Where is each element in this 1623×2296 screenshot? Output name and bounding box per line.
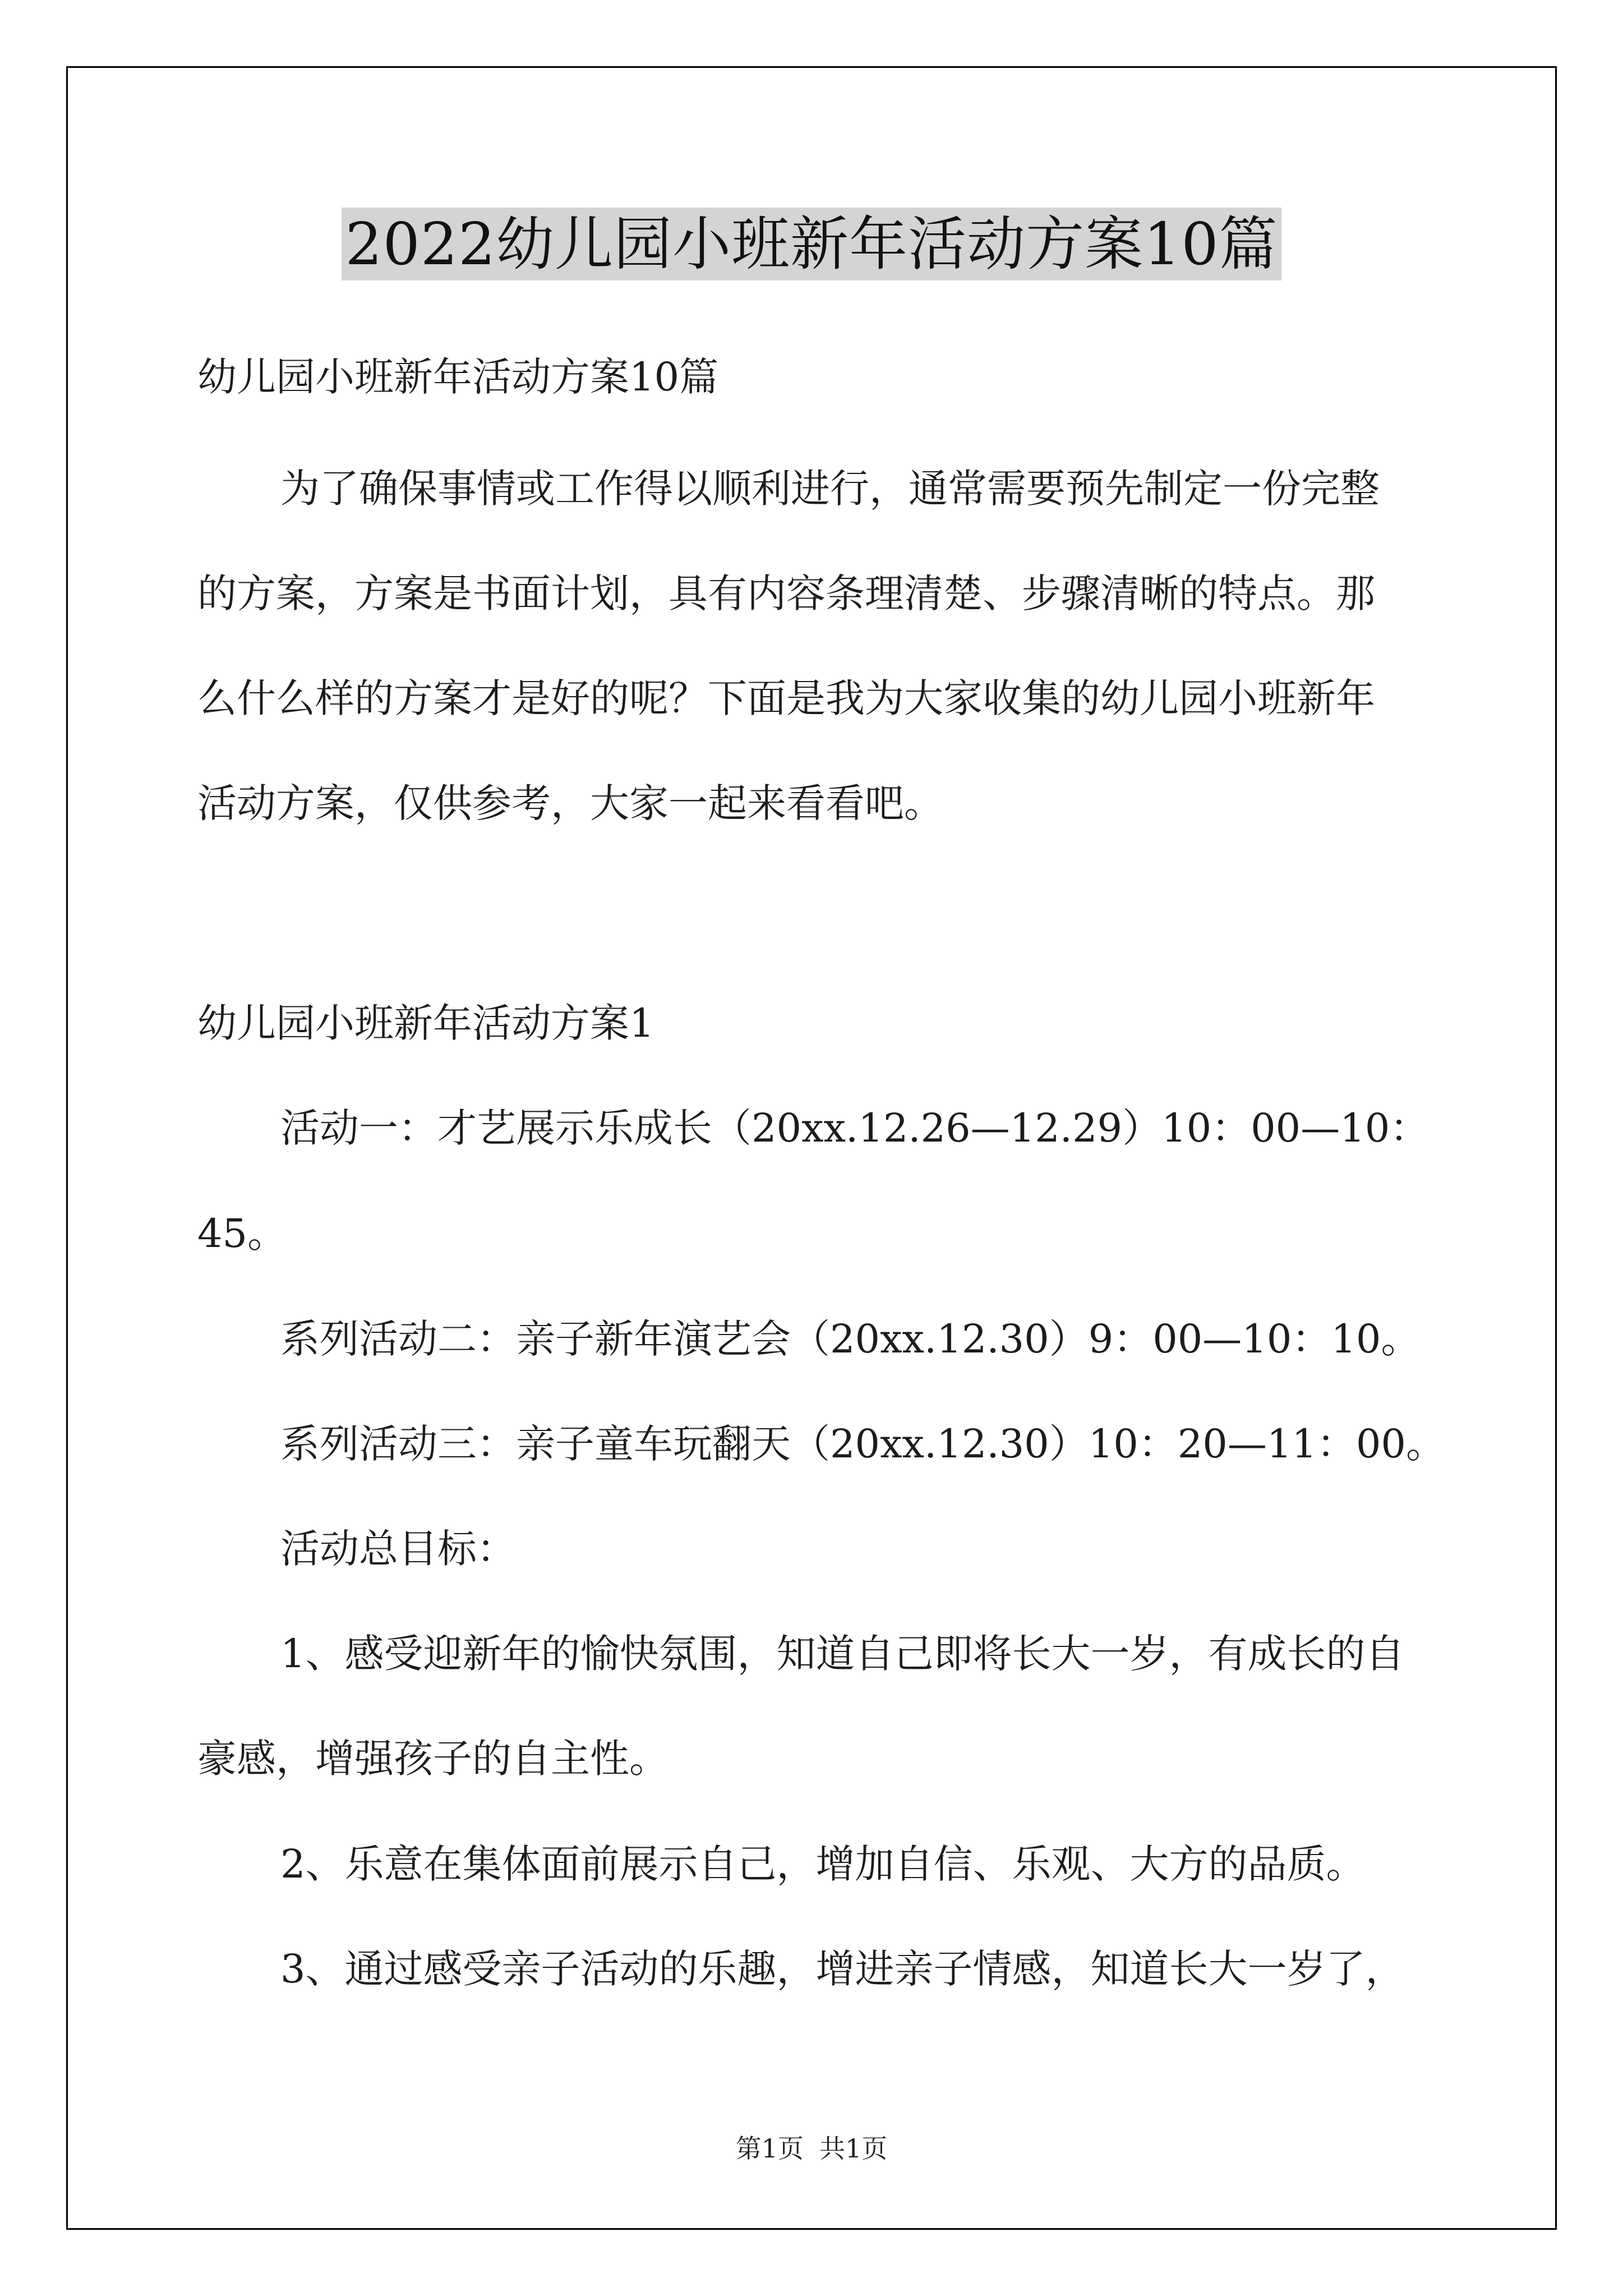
- page-footer: [0, 2132, 1623, 2165]
- paragraph-line: 的方案，方案是书面计划，具有内容条理清楚、步骤清晰的特点。那: [197, 570, 1375, 616]
- section-heading: 幼儿园小班新年活动方案1: [197, 1000, 654, 1046]
- page-number: 第1页: [735, 2133, 804, 2164]
- paragraph-line: 活动一：才艺展示乐成长（20xx.12.26—12.29）10：00—10：: [280, 1105, 1430, 1151]
- paragraph-line: 系列活动二：亲子新年演艺会（20xx.12.30）9：00—10：10。: [280, 1316, 1421, 1362]
- page-total: 共1页: [819, 2133, 888, 2164]
- paragraph-line: 系列活动三：亲子童车玩翻天（20xx.12.30）10：20—11：00。: [280, 1421, 1445, 1467]
- paragraph-line: 2、乐意在集体面前展示自己，增加自信、乐观、大方的品质。: [280, 1841, 1366, 1887]
- paragraph-line: 3、通过感受亲子活动的乐趣，增进亲子情感，知道长大一岁了，: [280, 1946, 1405, 1992]
- document-title: 2022幼儿园小班新年活动方案10篇: [342, 208, 1281, 280]
- paragraph-line: 45。: [197, 1211, 287, 1257]
- subtitle-line: 幼儿园小班新年活动方案10篇: [197, 354, 719, 400]
- paragraph-line: 为了确保事情或工作得以顺利进行，通常需要预先制定一份完整: [280, 466, 1380, 512]
- paragraph-line: 1、感受迎新年的愉快氛围，知道自己即将长大一岁，有成长的自: [280, 1631, 1405, 1677]
- title-container: [0, 208, 1623, 280]
- paragraph-line: 么什么样的方案才是好的呢？下面是我为大家收集的幼儿园小班新年: [197, 675, 1375, 721]
- paragraph-line: 活动总目标：: [280, 1526, 516, 1572]
- paragraph-line: 活动方案，仅供参考，大家一起来看看吧。: [197, 780, 943, 826]
- paragraph-line: 豪感，增强孩子的自主性。: [197, 1736, 668, 1782]
